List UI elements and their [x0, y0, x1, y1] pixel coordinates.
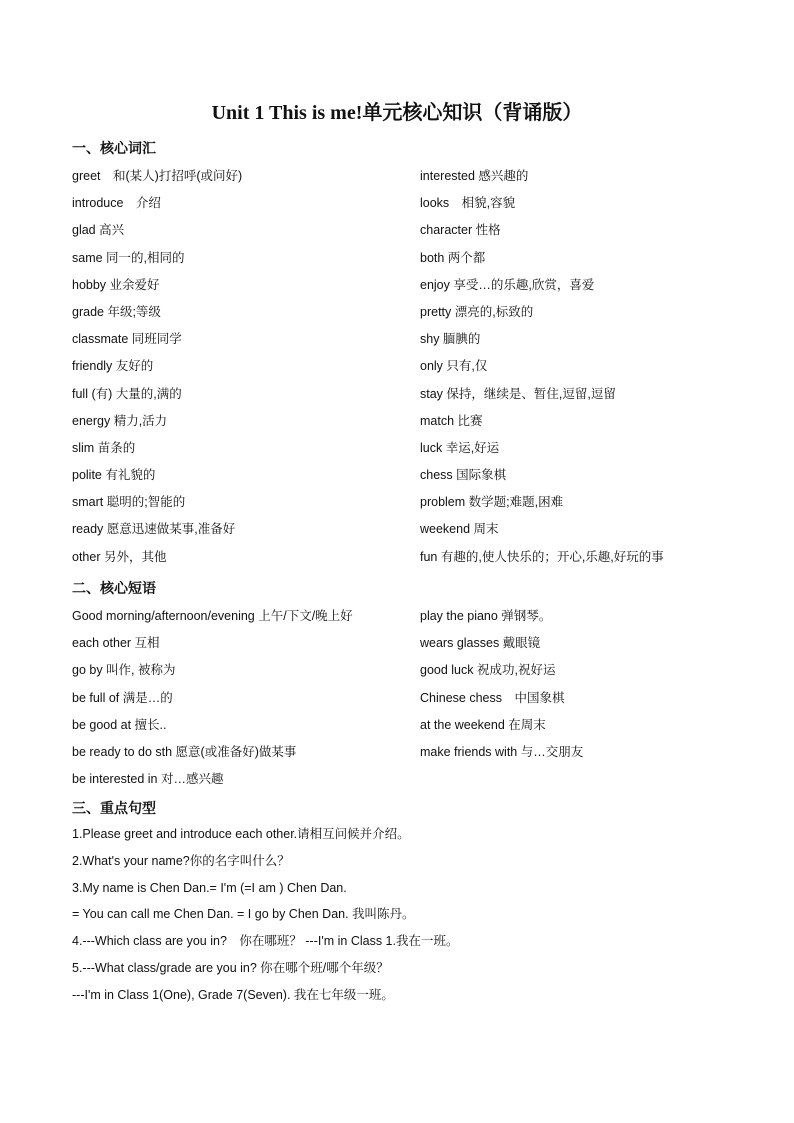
- sentence-line: ---I'm in Class 1(One), Grade 7(Seven). 我在七年级一班。: [72, 987, 394, 1002]
- phrase-item: each other 互相: [72, 636, 160, 651]
- vocab-item: introduce 介绍: [72, 196, 161, 211]
- sentence-line: 2.What's your name?你的名字叫什么？: [72, 853, 290, 868]
- phrase-item: at the weekend 在周末: [420, 717, 546, 732]
- sentence-line: 5.---What class/grade are you in? 你在哪个班/哪个年级？: [72, 960, 389, 975]
- phrase-item: make friends with 与…交朋友: [420, 744, 584, 759]
- vocab-item: energy 精力,活力: [72, 413, 168, 428]
- phrases-right-column: [420, 606, 760, 769]
- vocab-item: only 只有,仅: [420, 359, 488, 374]
- phrases-heading: 二、核心短语: [72, 581, 156, 597]
- vocab-item: shy 腼腆的: [420, 332, 481, 347]
- vocab-item: stay 保持，继续是、暂住,逗留,逗留: [420, 386, 616, 401]
- vocab-item: glad 高兴: [72, 223, 125, 238]
- vocab-left-column: [72, 166, 402, 574]
- phrase-item: Chinese chess 中国象棋: [420, 690, 565, 705]
- vocab-item: classmate 同班同学: [72, 332, 182, 347]
- phrase-item: go by 叫作, 被称为: [72, 663, 176, 678]
- vocab-item: grade 年级;等级: [72, 304, 161, 319]
- vocab-item: problem 数学题;难题,困难: [420, 495, 564, 510]
- phrase-item: be good at 擅长..: [72, 717, 167, 732]
- sentence-line: 1.Please greet and introduce each other.请相互问候并介绍。: [72, 827, 410, 841]
- vocab-item: same 同一的,相同的: [72, 250, 185, 265]
- vocab-item: luck 幸运,好运: [420, 440, 500, 455]
- vocab-item: chess 国际象棋: [420, 468, 507, 483]
- vocab-heading: 一、核心词汇: [72, 141, 156, 157]
- vocab-item: interested 感兴趣的: [420, 169, 529, 183]
- sentences-heading: 三、重点句型: [72, 801, 156, 817]
- sentences-list: [72, 824, 732, 1012]
- vocab-item: match 比赛: [420, 413, 483, 428]
- vocab-item: fun 有趣的,使人快乐的；开心,乐趣,好玩的事: [420, 549, 664, 564]
- sentence-line: 3.My name is Chen Dan.= I'm (=I am ) Chen Dan.: [72, 880, 347, 895]
- vocab-item: character 性格: [420, 223, 501, 238]
- vocab-item: greet 和(某人)打招呼(或问好): [72, 169, 243, 183]
- vocab-item: polite 有礼貌的: [72, 468, 156, 483]
- vocab-item: pretty 漂亮的,标致的: [420, 304, 534, 319]
- phrase-item: Good morning/afternoon/evening 上午/下文/晚上好: [72, 609, 353, 623]
- sentence-line: = You can call me Chen Dan. = I go by Chen Dan. 我叫陈丹。: [72, 907, 415, 922]
- page-title: Unit 1 This is me!单元核心知识（背诵版）: [211, 102, 583, 124]
- vocab-item: friendly 友好的: [72, 359, 154, 374]
- vocab-right-column: [420, 166, 760, 574]
- vocab-item: full (有) 大量的,满的: [72, 386, 182, 401]
- vocab-item: hobby 业余爱好: [72, 277, 160, 292]
- vocab-item: weekend 周末: [420, 522, 499, 537]
- vocab-item: smart 聪明的;智能的: [72, 495, 186, 510]
- vocab-item: other 另外，其他: [72, 549, 167, 564]
- vocab-item: slim 苗条的: [72, 440, 136, 455]
- vocab-item: looks 相貌,容貌: [420, 196, 516, 211]
- phrase-item: be interested in 对…感兴趣: [72, 772, 224, 787]
- sentence-line: 4.---Which class are you in? 你在哪班？ ---I'm in Class 1.我在一班。: [72, 934, 459, 949]
- phrase-item: wears glasses 戴眼镜: [420, 636, 541, 651]
- vocab-item: enjoy 享受…的乐趣,欣赏，喜爱: [420, 277, 595, 292]
- vocab-item: both 两个都: [420, 250, 486, 265]
- phrase-item: be ready to do sth 愿意(或准备好)做某事: [72, 744, 297, 759]
- phrase-item: be full of 满是…的: [72, 690, 173, 705]
- phrase-item: play the piano 弹钢琴。: [420, 609, 552, 623]
- vocab-item: ready 愿意迅速做某事,准备好: [72, 522, 236, 537]
- phrases-left-column: [72, 606, 402, 796]
- phrase-item: good luck 祝成功,祝好运: [420, 663, 556, 678]
